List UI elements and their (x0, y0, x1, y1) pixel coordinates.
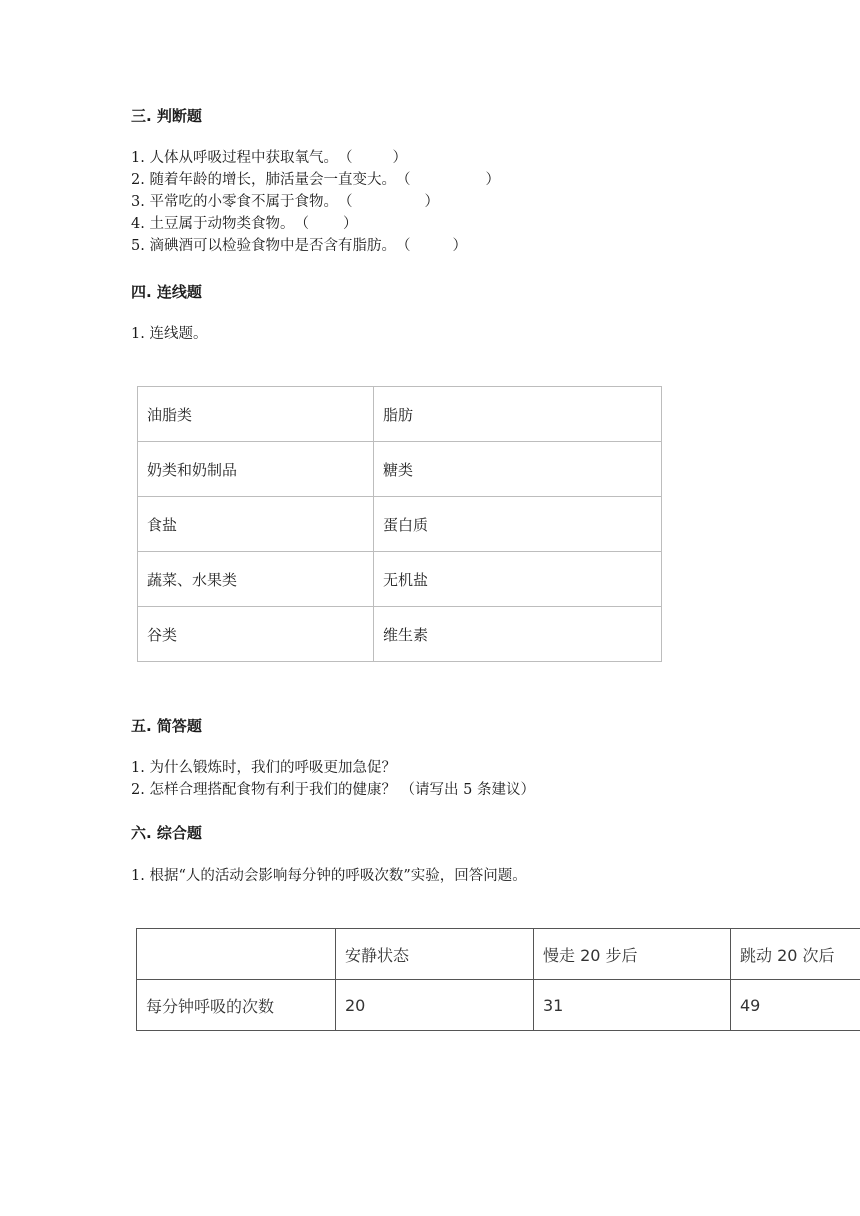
answer-paren-close: ） (392, 150, 407, 166)
table-row (138, 607, 662, 662)
comprehensive-question: 1. 根据“人的活动会影响每分钟的呼吸次数”实验，回答问题。 (131, 868, 527, 884)
header-cell-rest: 安静状态 (336, 929, 534, 980)
nutrient-cell[interactable]: 无机盐 (374, 552, 662, 607)
nutrient-cell[interactable]: 糖类 (374, 442, 662, 497)
answer-paren-open: （ (395, 172, 411, 188)
section-title-judgment: 三. 判断题 (131, 107, 202, 125)
judgment-question: 3. 平常吃的小零食不属于食物。（ ） (131, 191, 500, 213)
nutrient-cell[interactable]: 脂肪 (374, 387, 662, 442)
row-label-cell: 每分钟呼吸的次数 (137, 980, 336, 1031)
food-category-cell[interactable]: 蔬菜、水果类 (138, 552, 374, 607)
judgment-question: 2. 随着年龄的增长，肺活量会一直变大。（ ） (131, 169, 500, 191)
value-cell-rest: 20 (336, 980, 534, 1031)
short-answer-question: 1. 为什么锻炼时，我们的呼吸更加急促？ (131, 760, 396, 776)
answer-paren-open: （ (294, 216, 309, 232)
nutrient-cell[interactable]: 蛋白质 (374, 497, 662, 552)
table-row (137, 980, 860, 1031)
answer-paren-close: ） (424, 194, 439, 210)
answer-paren-open: （ (337, 194, 353, 210)
table-row (138, 387, 662, 442)
food-category-cell[interactable]: 谷类 (138, 607, 374, 662)
short-answer-question: 2. 怎样合理搭配食物有利于我们的健康？ （请写出 5 条建议） (131, 782, 535, 798)
matching-question: 1. 连线题。 (131, 326, 208, 342)
answer-paren-open: （ (337, 150, 353, 166)
section-title-short-answer: 五. 简答题 (131, 717, 202, 735)
table-row (138, 552, 662, 607)
header-cell-empty (137, 929, 336, 980)
judgment-question: 1. 人体从呼吸过程中获取氧气。（ ） (131, 147, 500, 169)
food-category-cell[interactable]: 油脂类 (138, 387, 374, 442)
table-row (138, 442, 662, 497)
answer-paren-close: ） (485, 172, 500, 188)
section-title-comprehensive: 六. 综合题 (131, 824, 202, 842)
nutrient-cell[interactable]: 维生素 (374, 607, 662, 662)
answer-paren-open: （ (395, 238, 411, 254)
judgment-question: 4. 土豆属于动物类食物。（ ） (131, 213, 500, 235)
food-category-cell[interactable]: 食盐 (138, 497, 374, 552)
food-category-cell[interactable]: 奶类和奶制品 (138, 442, 374, 497)
value-cell-walk: 31 (534, 980, 731, 1031)
header-cell-walk: 慢走 20 步后 (534, 929, 731, 980)
section-title-matching: 四. 连线题 (131, 283, 202, 301)
judgment-question-list (131, 147, 500, 257)
value-cell-jump: 49 (731, 980, 860, 1031)
breathing-rate-table (136, 928, 860, 1031)
short-answer-list (131, 757, 535, 801)
answer-paren-close: ） (452, 238, 467, 254)
matching-table (137, 386, 662, 662)
judgment-question: 5. 滴碘酒可以检验食物中是否含有脂肪。（ ） (131, 235, 500, 257)
header-cell-jump: 跳动 20 次后 (731, 929, 860, 980)
table-row (138, 497, 662, 552)
answer-paren-close: ） (342, 216, 358, 232)
table-header-row (137, 929, 860, 980)
